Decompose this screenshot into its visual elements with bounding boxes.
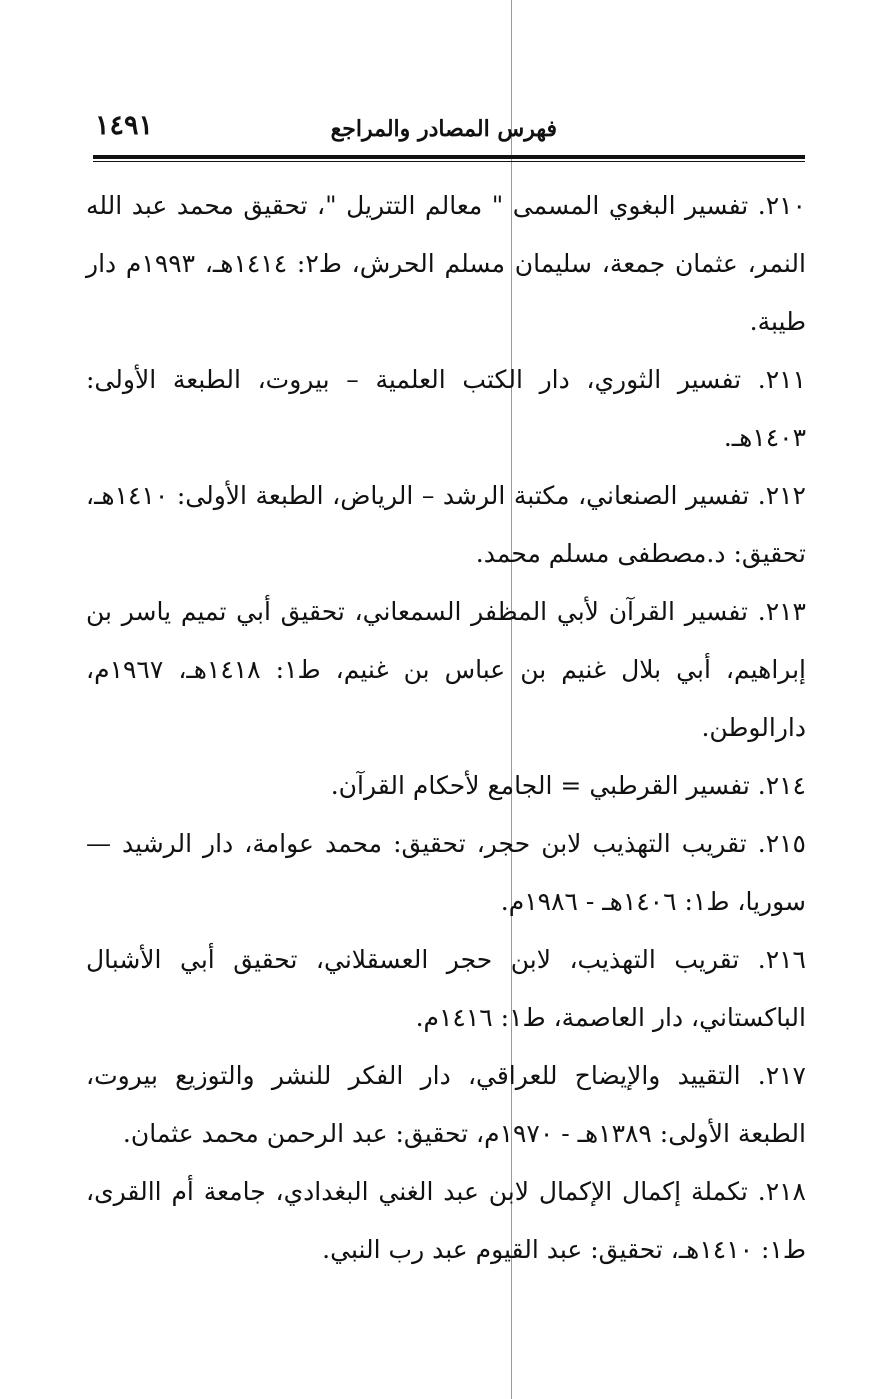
header-rule-thick xyxy=(93,155,805,159)
header-rule-thin xyxy=(93,161,805,162)
header-title: فهرس المصادر والمراجع xyxy=(330,116,557,142)
bibliography-entry-211: ٢١١. تفسير الثوري، دار الكتب العلمية – بيروت، الطبعة الأولى: ١٤٠٣هـ. xyxy=(86,365,806,452)
bibliography-entry-212: ٢١٢. تفسير الصنعاني، مكتبة الرشد – الرياض، الطبعة الأولى: ١٤١٠هـ، تحقيق: د.مصطفى مسلم محمد. xyxy=(86,481,806,568)
page-number: ١٤٩١ xyxy=(95,110,154,141)
bibliography-entry-213: ٢١٣. تفسير القرآن لأبي المظفر السمعاني، تحقيق أبي تميم ياسر بن إبراهيم، أبي بلال غنيم بن عباس بن غنيم، ط١: ١٤١٨هـ، ١٩٦٧م، دارالوطن. xyxy=(86,597,806,742)
bibliography-entry-215: ٢١٥. تقريب التهذيب لابن حجر، تحقيق: محمد عوامة، دار الرشيد — سوريا، ط١: ١٤٠٦هـ - ١٩٨٦م. xyxy=(86,829,806,916)
bibliography-entry-214: ٢١٤. تفسير القرطبي = الجامع لأحكام القرآن. xyxy=(330,771,806,800)
bibliography-entry-210: ٢١٠. تفسير البغوي المسمى " معالم التتريل "، تحقيق محمد عبد الله النمر، عثمان جمعة، سليمان مسلم الحرش، ط٢: ١٤١٤هـ، ١٩٩٣م دار طيبة. xyxy=(86,191,806,336)
bibliography-entry-218: ٢١٨. تكملة إكمال الإكمال لابن عبد الغني البغدادي، جامعة أم االقرى، ط١: ١٤١٠هـ، تحقيق: عبد القيوم عبد رب النبي. xyxy=(86,1177,806,1264)
bibliography-entry-217: ٢١٧. التقييد والإيضاح للعراقي، دار الفكر للنشر والتوزيع بيروت، الطبعة الأولى: ١٣٨٩هـ - ١٩٧٠م، تحقيق: عبد الرحمن محمد عثمان. xyxy=(86,1061,806,1148)
page-header xyxy=(93,110,805,150)
bibliography-entry-216: ٢١٦. تقريب التهذيب، لابن حجر العسقلاني، تحقيق أبي الأشبال الباكستاني، دار العاصمة، ط١: ١٤١٦م. xyxy=(86,945,806,1032)
bibliography-list xyxy=(86,177,806,1279)
